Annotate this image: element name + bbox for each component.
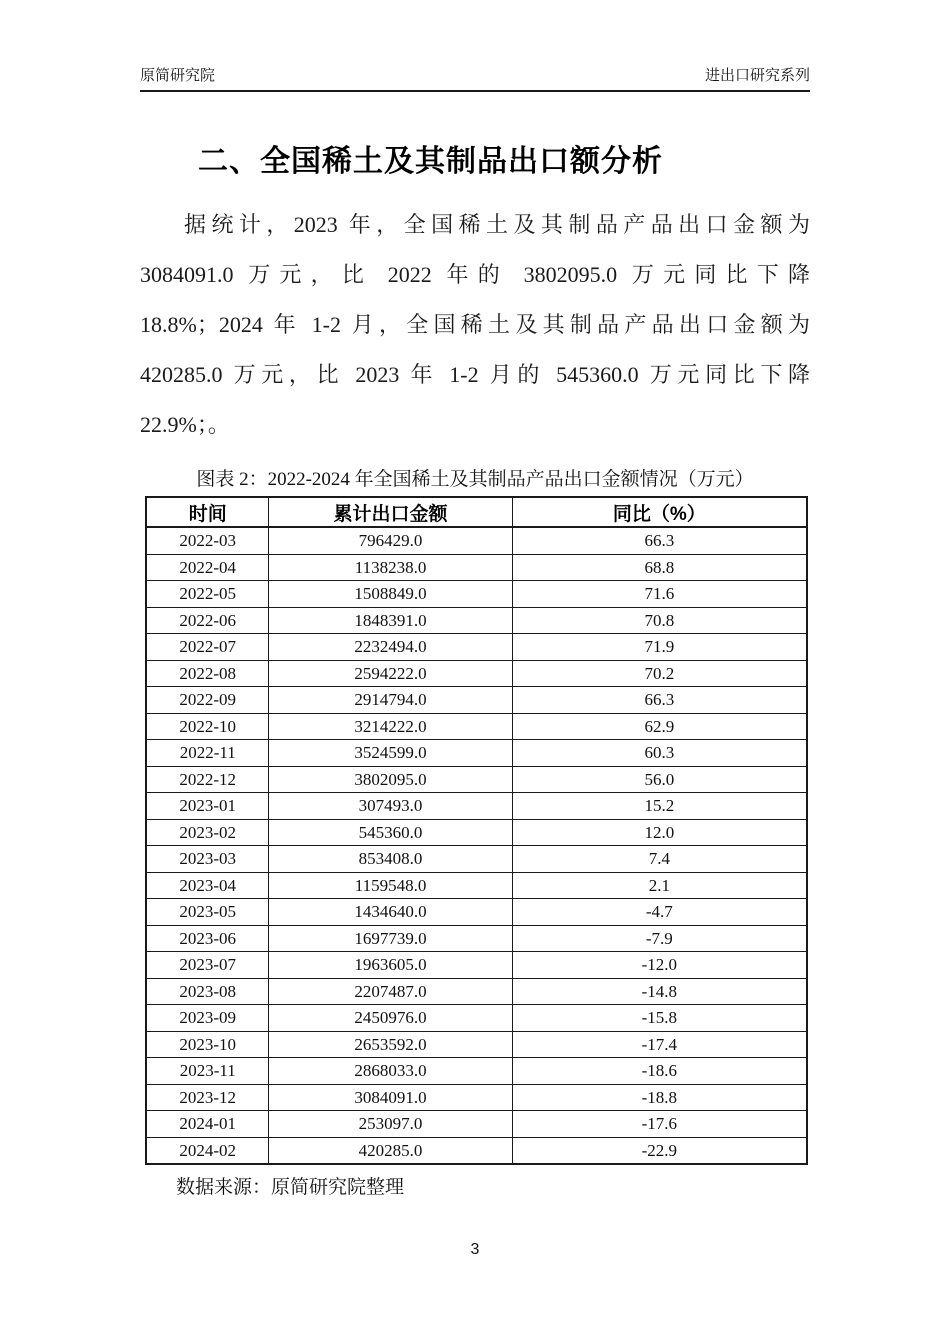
cell-amount: 2914794.0 (269, 687, 512, 714)
cell-time: 2023-02 (146, 819, 269, 846)
cell-time: 2023-06 (146, 925, 269, 952)
cell-yoy: 56.0 (512, 766, 807, 793)
cell-time: 2022-06 (146, 607, 269, 634)
cell-amount: 853408.0 (269, 846, 512, 873)
table-row (146, 1005, 807, 1032)
table-row (146, 819, 807, 846)
cell-amount: 545360.0 (269, 819, 512, 846)
table-row (146, 740, 807, 767)
table-row (146, 872, 807, 899)
table-row (146, 1031, 807, 1058)
cell-time: 2023-12 (146, 1084, 269, 1111)
body-paragraph (140, 200, 810, 450)
cell-yoy: -22.9 (512, 1137, 807, 1164)
cell-amount: 1138238.0 (269, 554, 512, 581)
cell-yoy: 12.0 (512, 819, 807, 846)
cell-yoy: -4.7 (512, 899, 807, 926)
cell-yoy: 15.2 (512, 793, 807, 820)
column-header-yoy: 同比（%） (512, 497, 807, 527)
cell-amount: 2207487.0 (269, 978, 512, 1005)
cell-yoy: 60.3 (512, 740, 807, 767)
cell-time: 2022-03 (146, 527, 269, 554)
paragraph-line: 3084091.0 万元，比 2022 年的 3802095.0 万元同比下降 (140, 262, 810, 287)
paragraph-line: 18.8%；2024 年 1-2 月，全国稀土及其制品产品出口金额为 (140, 312, 810, 337)
cell-yoy: -18.6 (512, 1058, 807, 1085)
cell-time: 2022-11 (146, 740, 269, 767)
paragraph-line: 据统计，2023 年，全国稀土及其制品产品出口金额为 (184, 212, 810, 237)
column-header-time: 时间 (146, 497, 269, 527)
cell-time: 2023-04 (146, 872, 269, 899)
cell-amount: 2594222.0 (269, 660, 512, 687)
cell-amount: 1848391.0 (269, 607, 512, 634)
table-row (146, 846, 807, 873)
cell-amount: 2450976.0 (269, 1005, 512, 1032)
table-row (146, 978, 807, 1005)
running-header (140, 0, 810, 92)
table-row (146, 1084, 807, 1111)
cell-amount: 2868033.0 (269, 1058, 512, 1085)
table-body (146, 527, 807, 1164)
cell-yoy: 62.9 (512, 713, 807, 740)
cell-amount: 3802095.0 (269, 766, 512, 793)
cell-time: 2023-01 (146, 793, 269, 820)
table-row (146, 527, 807, 554)
cell-amount: 3084091.0 (269, 1084, 512, 1111)
cell-time: 2023-03 (146, 846, 269, 873)
cell-yoy: -15.8 (512, 1005, 807, 1032)
table-row (146, 554, 807, 581)
cell-amount: 307493.0 (269, 793, 512, 820)
table-row (146, 925, 807, 952)
paragraph-line: 420285.0 万元，比 2023 年 1-2 月的 545360.0 万元同比下降 (140, 362, 810, 387)
section-title: 二、全国稀土及其制品出口额分析 (198, 145, 663, 178)
cell-amount: 253097.0 (269, 1111, 512, 1138)
cell-time: 2022-05 (146, 581, 269, 608)
cell-yoy: 2.1 (512, 872, 807, 899)
paragraph-line: 22.9%；。 (140, 412, 230, 437)
cell-yoy: -18.8 (512, 1084, 807, 1111)
cell-amount: 420285.0 (269, 1137, 512, 1164)
cell-amount: 3214222.0 (269, 713, 512, 740)
cell-amount: 1697739.0 (269, 925, 512, 952)
cell-time: 2022-12 (146, 766, 269, 793)
column-header-amount: 累计出口金额 (269, 497, 512, 527)
cell-yoy: -12.0 (512, 952, 807, 979)
cell-yoy: 7.4 (512, 846, 807, 873)
cell-yoy: -14.8 (512, 978, 807, 1005)
cell-time: 2023-08 (146, 978, 269, 1005)
table-row (146, 952, 807, 979)
cell-amount: 1963605.0 (269, 952, 512, 979)
table-row (146, 1137, 807, 1164)
cell-time: 2024-02 (146, 1137, 269, 1164)
cell-yoy: -17.4 (512, 1031, 807, 1058)
table-header (146, 497, 807, 527)
table-row (146, 581, 807, 608)
table-row (146, 687, 807, 714)
cell-time: 2023-09 (146, 1005, 269, 1032)
cell-amount: 2232494.0 (269, 634, 512, 661)
table-row (146, 766, 807, 793)
table-row (146, 660, 807, 687)
cell-yoy: 71.9 (512, 634, 807, 661)
cell-time: 2023-05 (146, 899, 269, 926)
table-row (146, 713, 807, 740)
table-row (146, 607, 807, 634)
page-number: 3 (470, 1241, 480, 1258)
cell-yoy: 70.2 (512, 660, 807, 687)
cell-amount: 1508849.0 (269, 581, 512, 608)
cell-time: 2022-10 (146, 713, 269, 740)
cell-yoy: 70.8 (512, 607, 807, 634)
cell-yoy: -7.9 (512, 925, 807, 952)
cell-amount: 1159548.0 (269, 872, 512, 899)
cell-time: 2024-01 (146, 1111, 269, 1138)
cell-time: 2022-09 (146, 687, 269, 714)
cell-yoy: 68.8 (512, 554, 807, 581)
table-header-row (146, 497, 807, 527)
table-row (146, 899, 807, 926)
cell-time: 2023-10 (146, 1031, 269, 1058)
data-source-note: 数据来源：原简研究院整理 (176, 1177, 405, 1198)
cell-amount: 3524599.0 (269, 740, 512, 767)
cell-time: 2022-04 (146, 554, 269, 581)
cell-amount: 2653592.0 (269, 1031, 512, 1058)
cell-amount: 796429.0 (269, 527, 512, 554)
cell-yoy: 66.3 (512, 687, 807, 714)
cell-yoy: -17.6 (512, 1111, 807, 1138)
cell-time: 2023-07 (146, 952, 269, 979)
cell-yoy: 71.6 (512, 581, 807, 608)
header-series-name: 进出口研究系列 (704, 67, 810, 84)
table-row (146, 1058, 807, 1085)
cell-time: 2023-11 (146, 1058, 269, 1085)
table-row (146, 793, 807, 820)
cell-time: 2022-07 (146, 634, 269, 661)
table-row (146, 634, 807, 661)
table-caption: 图表 2：2022-2024 年全国稀土及其制品产品出口金额情况（万元） (196, 469, 754, 490)
header-org-name: 原简研究院 (140, 67, 216, 84)
cell-yoy: 66.3 (512, 527, 807, 554)
export-data-table (145, 496, 808, 1165)
cell-time: 2022-08 (146, 660, 269, 687)
cell-amount: 1434640.0 (269, 899, 512, 926)
table-row (146, 1111, 807, 1138)
